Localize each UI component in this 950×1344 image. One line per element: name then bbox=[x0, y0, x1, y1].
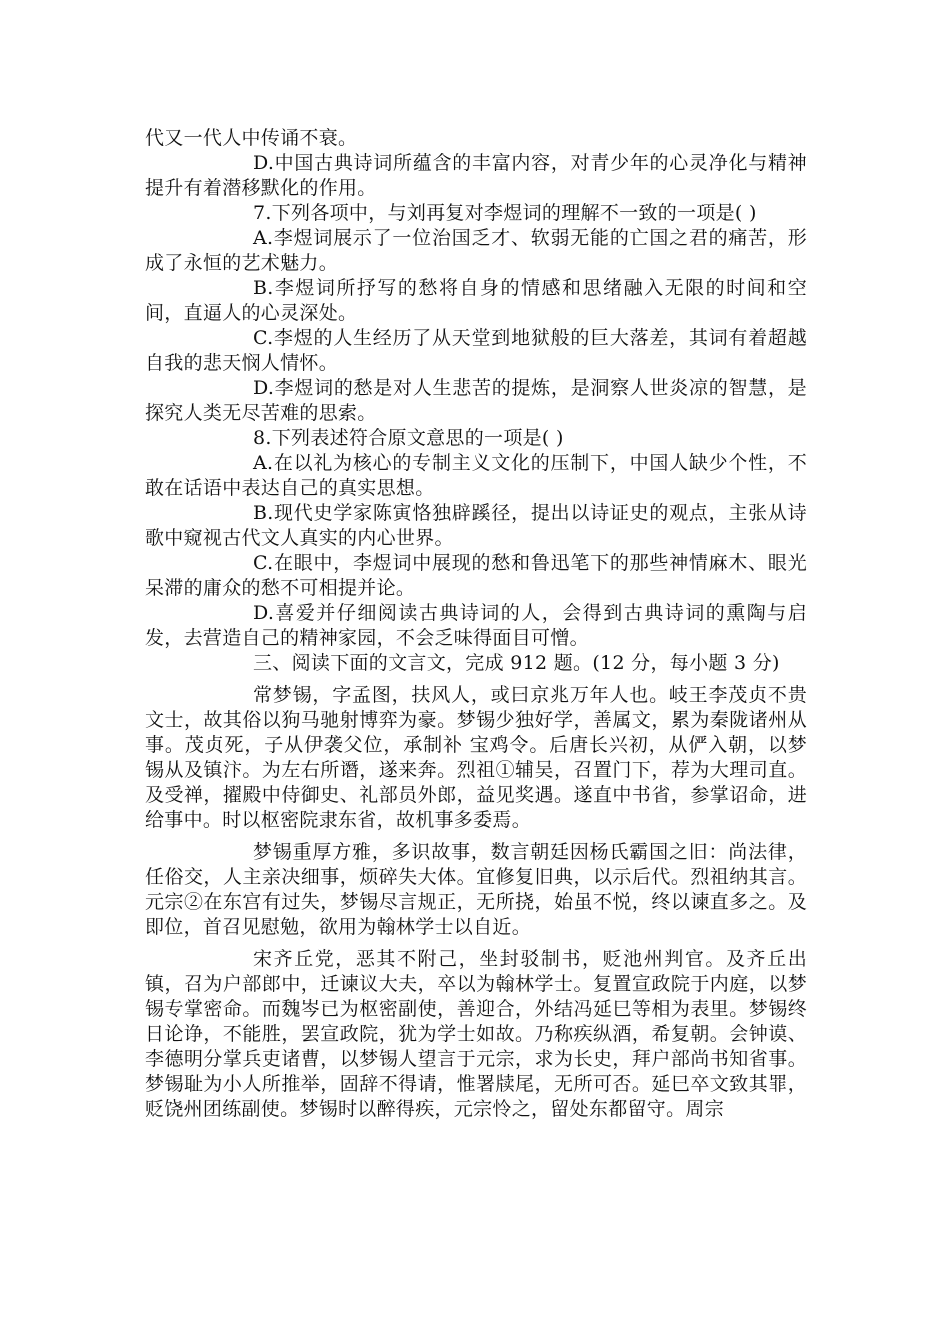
section-3-heading: 三、阅读下面的文言文，完成 912 题。(12 分，每小题 3 分) bbox=[253, 652, 780, 674]
option-c-q7: C.李煜的人生经历了从天堂到地狱般的巨大落差，其词有着超越自我的悲天悯人情怀。 bbox=[145, 327, 807, 374]
option-b-q8: B.现代史学家陈寅恪独辟蹊径，提出以诗证史的观点，主张从诗歌中窥视古代文人真实的内心世界。 bbox=[145, 502, 807, 549]
question-8: 8.下列表述符合原文意思的一项是( ) bbox=[253, 427, 564, 449]
classical-passage-p1: 常梦锡，字孟图，扶风人，或曰京兆万年人也。岐王李茂贞不贵文士，故其俗以狗马驰射博弈为豪。梦锡少独好学，善属文，累为秦陇诸州从事。茂贞死，子从伊袭父位，承制补 宝鸡令。后唐长兴初，从俨入朝，以梦锡从及镇汴。为左右所谮，遂来奔。烈祖①辅吴，召置门下，荐为大理司直。及受禅，擢殿中侍御史、礼部员外郎，益见奖遇。遂直中书省，参掌诏命，进给事中。时以枢密院隶东省，故机事多委焉。 bbox=[145, 684, 807, 831]
option-d-q7: D.李煜词的愁是对人生悲苦的提炼，是洞察人世炎凉的智慧，是探究人类无尽苦难的思索。 bbox=[145, 377, 807, 424]
option-b-q7: B.李煜词所抒写的愁将自身的情感和思绪融入无限的时间和空间，直逼人的心灵深处。 bbox=[145, 277, 807, 324]
option-a-q7: A.李煜词展示了一位治国乏才、软弱无能的亡国之君的痛苦，形成了永恒的艺术魅力。 bbox=[145, 227, 807, 274]
option-d-q6: D.中国古典诗词所蕴含的丰富内容，对青少年的心灵净化与精神提升有着潜移默化的作用。 bbox=[145, 152, 807, 199]
classical-passage-p2: 梦锡重厚方雅，多识故事，数言朝廷因杨氏霸国之旧：尚法律，任俗交，人主亲决细事，烦碎失大体。宜修复旧典，以示后代。烈祖纳其言。元宗②在东宫有过失，梦锡尽言规正，无所挠，始虽不悦，终以谏直多之。及即位，首召见慰勉，欲用为翰林学士以自近。 bbox=[145, 841, 807, 938]
classical-passage-p3: 宋齐丘党，恶其不附己，坐封驳制书，贬池州判官。及齐丘出镇，召为户部郎中，迁谏议大夫，卒以为翰林学士。复置宣政院于内庭，以梦锡专掌密命。而魏岑已为枢密副使，善迎合，外结冯延巳等相为表里。梦锡终日论诤，不能胜，罢宣政院，犹为学士如故。乃称疾纵酒，希复朝。会钟谟、李德明分掌兵吏诸曹，以梦锡人望言于元宗，求为长史，拜户部尚书知省事。梦锡耻为小人所推举，固辞不得请，惟署牍尾，无所可否。延巳卒文致其罪，贬饶州团练副使。梦锡时以醉得疾，元宗怜之，留处东都留守。周宗 bbox=[145, 948, 807, 1120]
option-c-q8: C.在眼中，李煜词中展现的愁和鲁迅笔下的那些神情麻木、眼光呆滞的庸众的愁不可相提并论。 bbox=[145, 552, 807, 599]
option-a-q8: A.在以礼为核心的专制主义文化的压制下，中国人缺少个性，不敢在话语中表达自己的真实思想。 bbox=[145, 452, 807, 499]
question-7: 7.下列各项中，与刘再复对李煜词的理解不一致的一项是( ) bbox=[253, 202, 757, 224]
document-page bbox=[145, 126, 807, 1122]
option-d-q8: D.喜爱并仔细阅读古典诗词的人，会得到古典诗词的熏陶与启发，去营造自己的精神家园，不会乏味得面目可憎。 bbox=[145, 602, 807, 649]
paragraph-continuation: 代又一代人中传诵不衰。 bbox=[145, 127, 358, 149]
